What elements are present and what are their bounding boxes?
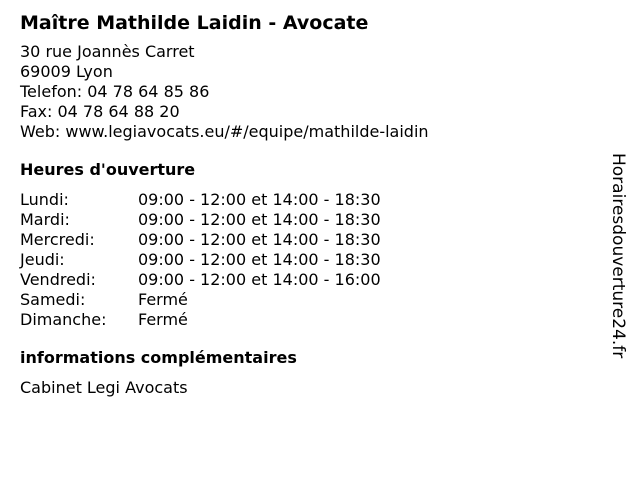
hours-row-saturday [20,290,600,310]
day-label: Jeudi: [20,250,65,269]
watermark-container [603,136,633,376]
hours-row-sunday [20,310,600,330]
time-value: 09:00 - 12:00 et 14:00 - 18:30 [138,210,381,229]
day-label: Lundi: [20,190,69,209]
hours-row-friday [20,270,600,290]
day-label: Vendredi: [20,270,96,289]
hours-row-tuesday [20,210,600,230]
hours-row-thursday [20,250,600,270]
page-title: Maître Mathilde Laidin - Avocate [20,12,369,34]
business-listing [20,10,600,398]
info-text: Cabinet Legi Avocats [20,378,188,397]
website-link[interactable]: Web: www.legiavocats.eu/#/equipe/mathilde-laidin [20,122,429,141]
time-value: 09:00 - 12:00 et 14:00 - 16:00 [138,270,381,289]
hours-table [20,190,600,330]
address-block [20,42,600,142]
time-value: 09:00 - 12:00 et 14:00 - 18:30 [138,230,381,249]
hours-heading: Heures d'ouverture [20,160,196,179]
day-label: Dimanche: [20,310,107,329]
day-label: Mardi: [20,210,70,229]
day-label: Samedi: [20,290,86,309]
site-watermark: Horairesdouverture24.fr [608,153,628,359]
phone-number: Telefon: 04 78 64 85 86 [20,82,210,101]
time-value: 09:00 - 12:00 et 14:00 - 18:30 [138,190,381,209]
time-value: Fermé [138,290,188,309]
street-address: 30 rue Joannès Carret [20,42,195,61]
day-label: Mercredi: [20,230,95,249]
hours-row-wednesday [20,230,600,250]
info-heading: informations complémentaires [20,348,297,367]
fax-number: Fax: 04 78 64 88 20 [20,102,180,121]
city-address: 69009 Lyon [20,62,113,81]
hours-row-monday [20,190,600,210]
time-value: 09:00 - 12:00 et 14:00 - 18:30 [138,250,381,269]
time-value: Fermé [138,310,188,329]
